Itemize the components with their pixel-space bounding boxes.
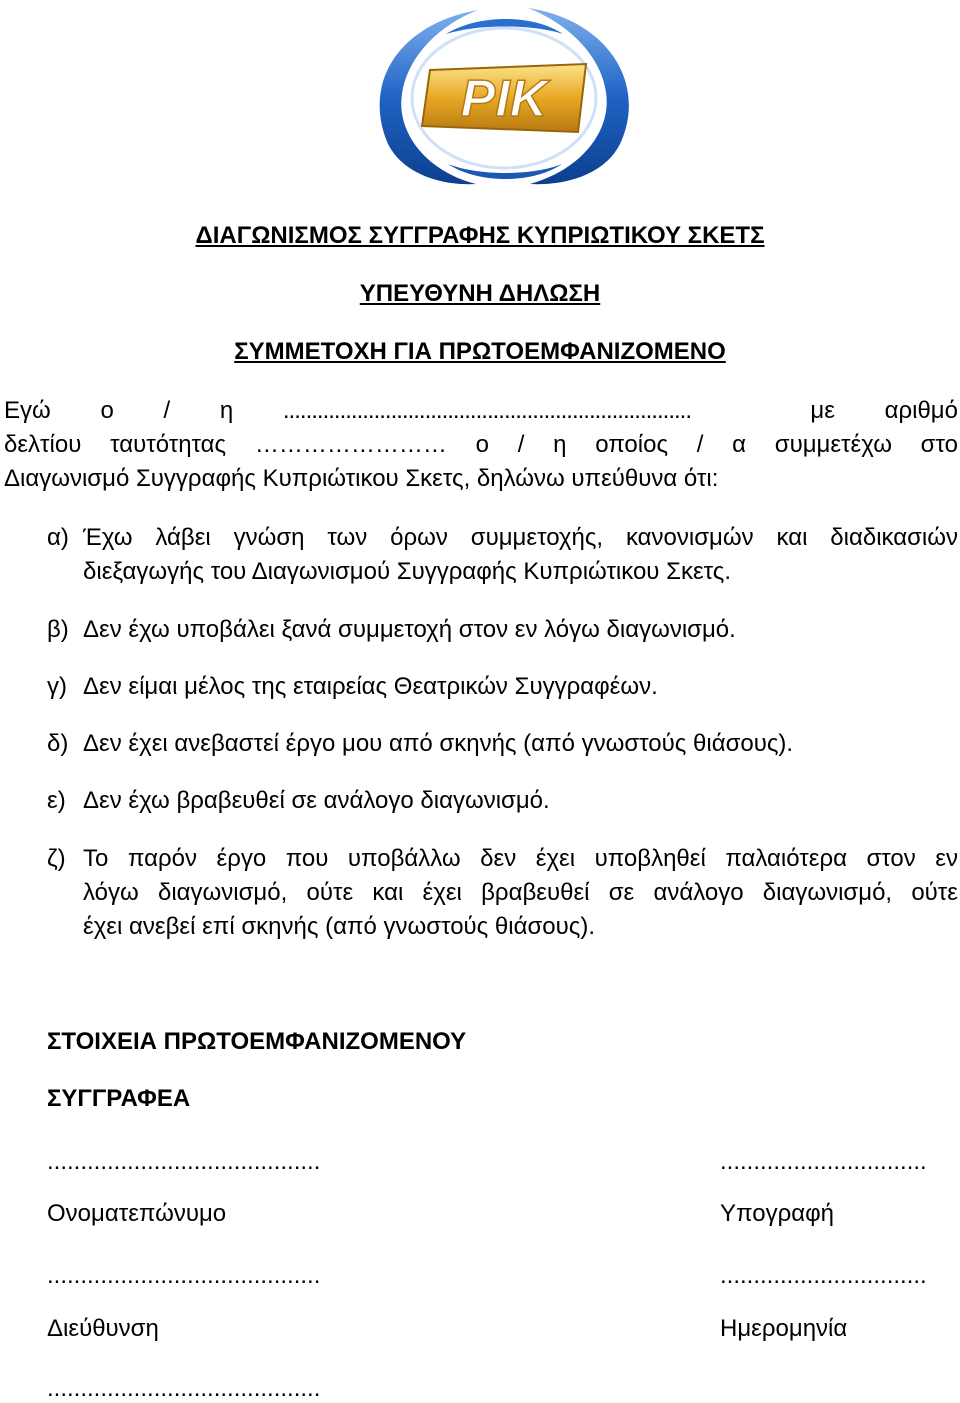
address-dots: ......................................... (47, 1262, 321, 1289)
item-a-line-1: Έχω λάβει γνώση των όρων συμμετοχής, κανονισμών και διαδικασιών (83, 524, 958, 551)
item-d-line-1: Δεν έχει ανεβαστεί έργο μου από σκηνής (από γνωστούς θιάσους). (83, 730, 794, 757)
section-title-1: ΣΤΟΙΧΕΙΑ ΠΡΩΤΟΕΜΦΑΝΙΖΟΜΕΝΟΥ (47, 1028, 467, 1055)
logo-text: PIK (460, 70, 548, 128)
extra-dots: ......................................... (47, 1375, 321, 1402)
signature-label: Υπογραφή (720, 1200, 835, 1227)
address-label: Διεύθυνση (47, 1315, 159, 1342)
subtitle: ΥΠΕΥΘΥΝΗ ΔΗΛΩΣΗ (359, 280, 601, 307)
intro-line-2: δελτίου ταυτότητας …………………… ο / η οποίος / α συμμετέχω στο (4, 428, 958, 462)
signature-dots: ............................... (720, 1148, 927, 1175)
date-label: Ημερομηνία (720, 1315, 848, 1342)
item-a-line-2: διεξαγωγής του Διαγωνισμού Συγγραφής Κυπριώτικου Σκετς. (83, 558, 732, 585)
title: ΔΙΑΓΩΝΙΣΜΟΣ ΣΥΓΓΡΑΦΗΣ ΚΥΠΡΙΩΤΙΚΟΥ ΣΚΕΤΣ (195, 222, 765, 249)
item-b-line-1: Δεν έχω υποβάλει ξανά συμμετοχή στον εν λόγω διαγωνισμό. (83, 616, 736, 643)
id-blank: …………………… (254, 431, 447, 458)
item-f-line-1: Το παρόν έργο που υποβάλλω δεν έχει υποβληθεί παλαιότερα στον εν (83, 845, 958, 872)
date-dots: ............................... (720, 1262, 927, 1289)
name-label: Ονοματεπώνυμο (47, 1200, 227, 1227)
item-e-line-1: Δεν έχω βραβευθεί σε ανάλογο διαγωνισμό. (83, 787, 550, 814)
item-marker-c: γ) (47, 673, 67, 700)
item-marker-e: ε) (47, 787, 66, 814)
item-f-line-2: λόγω διαγωνισμό, ούτε και έχει βραβευθεί σε ανάλογο διαγωνισμό, ούτε (83, 879, 958, 906)
item-marker-f: ζ) (47, 845, 66, 872)
item-marker-a: α) (47, 524, 69, 551)
name-dots: ......................................... (47, 1148, 321, 1175)
item-marker-b: β) (47, 616, 69, 643)
section-title-2: ΣΥΓΓΡΑΦΕΑ (47, 1085, 191, 1112)
intro-line-3: Διαγωνισμό Συγγραφής Κυπριώτικου Σκετς, δηλώνω υπεύθυνα ότι: (4, 465, 719, 492)
item-f-line-3: έχει ανεβεί επί σκηνής (από γνωστούς θιάσους). (83, 913, 595, 940)
rik-logo (358, 4, 648, 188)
item-marker-d: δ) (47, 730, 69, 757)
participation-heading: ΣΥΜΜΕΤΟΧΗ ΓΙΑ ΠΡΩΤΟΕΜΦΑΝΙΖΟΜΕΝΟ (234, 338, 726, 365)
item-c-line-1: Δεν είμαι μέλος της εταιρείας Θεατρικών Συγγραφέων. (83, 673, 658, 700)
name-blank: ........................................................................ (282, 397, 691, 424)
intro-line-1: Εγώ ο / η ........................................................................ με αριθμό (4, 394, 958, 428)
